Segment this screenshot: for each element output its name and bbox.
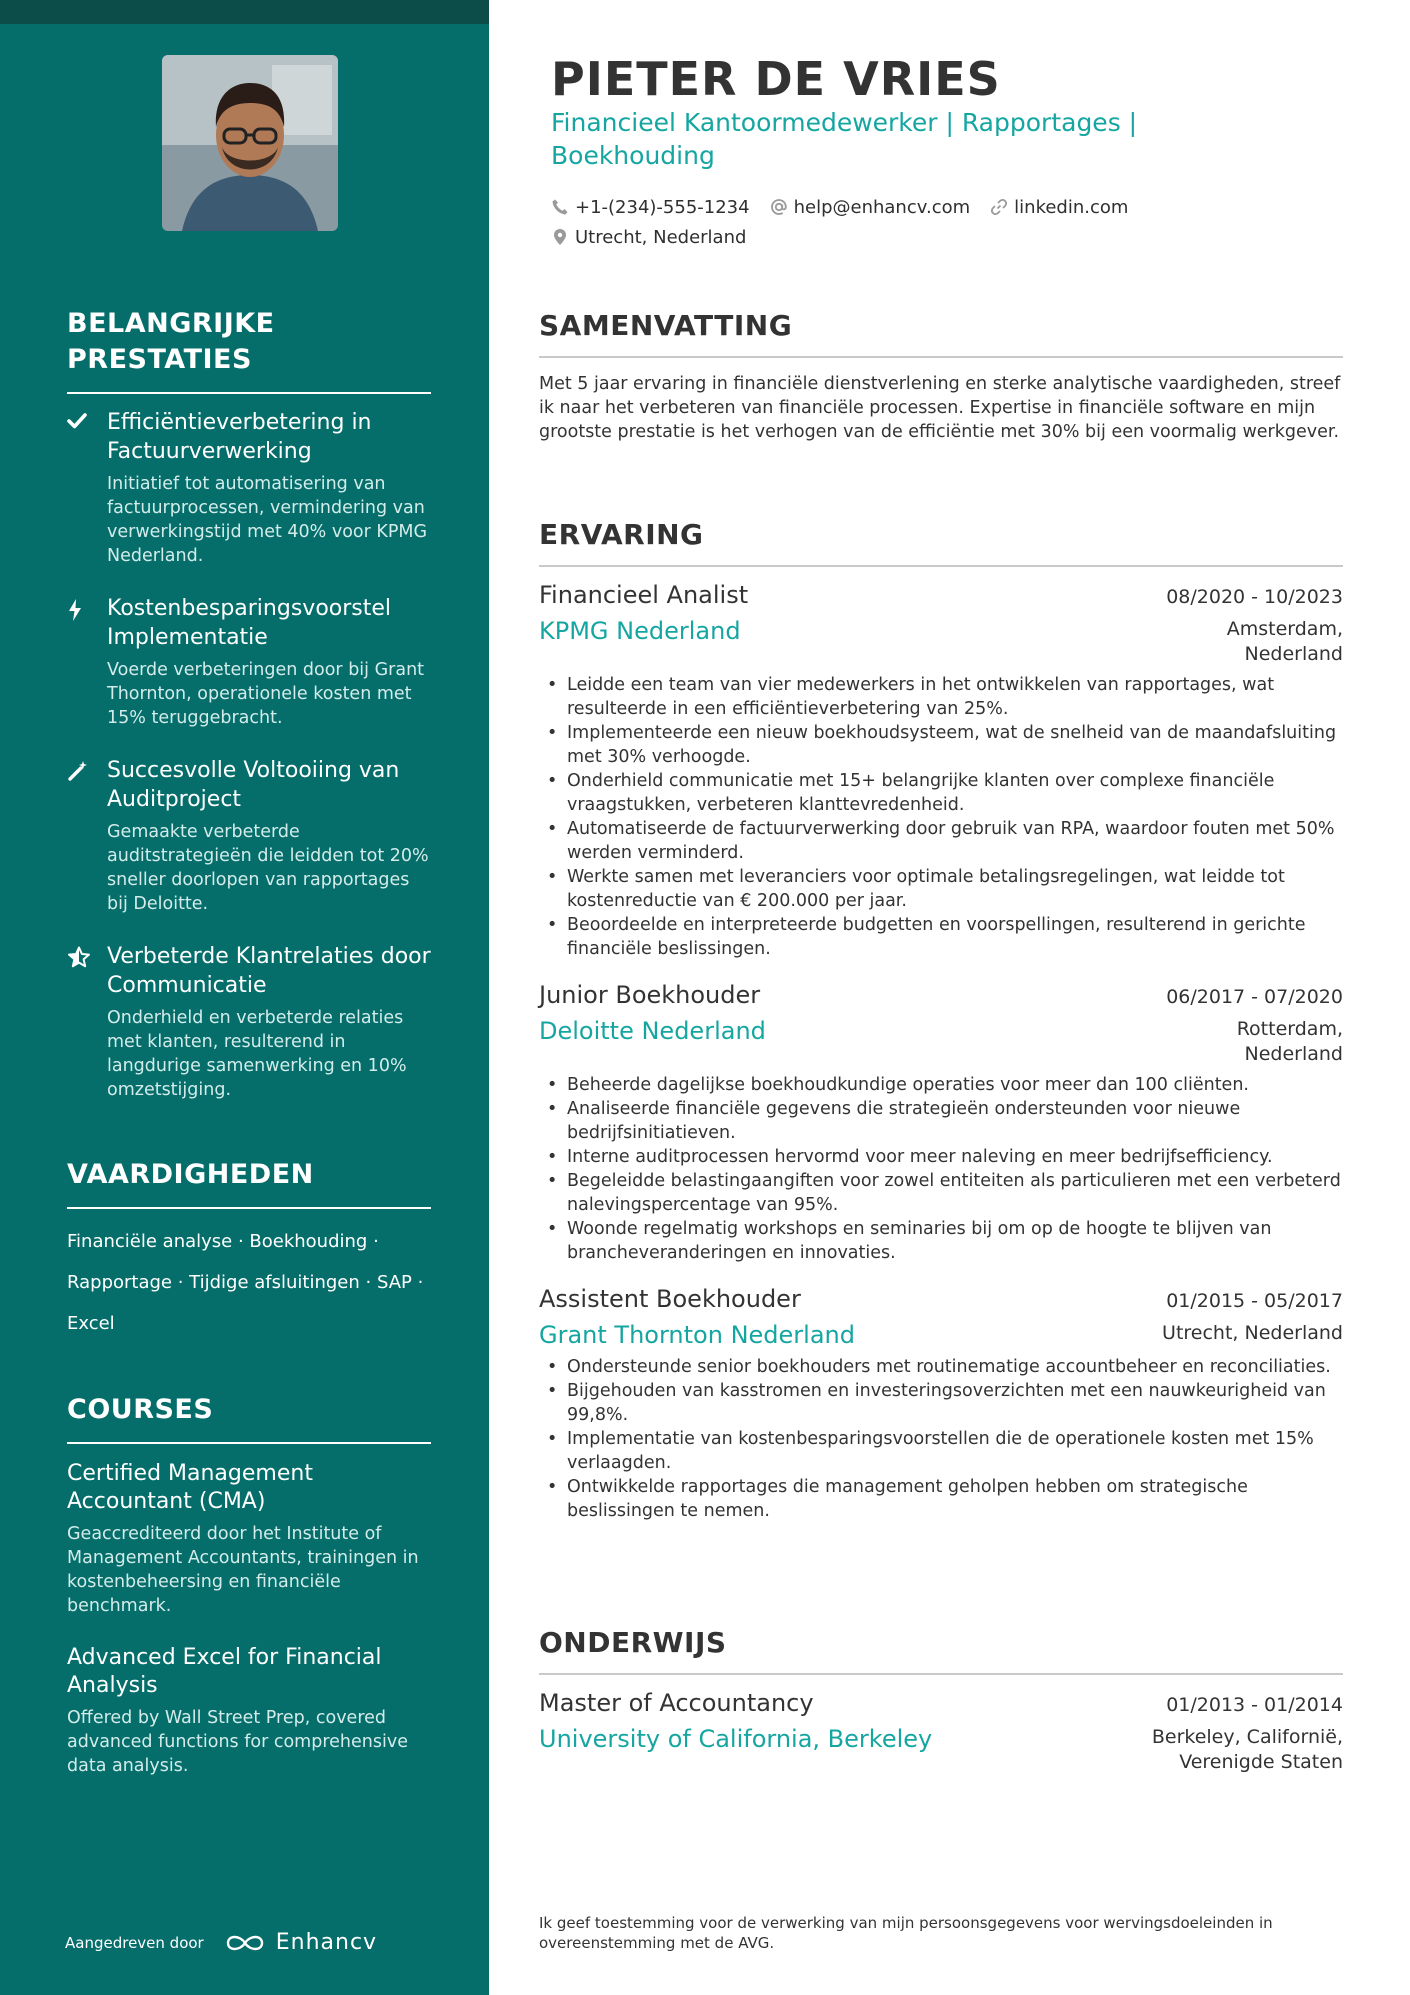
job-location-line: Nederland	[1244, 643, 1343, 665]
job-location-line: Nederland	[1244, 1043, 1343, 1065]
check-icon	[67, 408, 107, 568]
enhancv-logo-icon	[222, 1931, 268, 1955]
job-location-line: Utrecht, Nederland	[1162, 1322, 1343, 1344]
bolt-icon	[67, 594, 107, 730]
bullet-item: • Analiseerde financiële gegevens die strategieën ondersteunden voor nieuwe bedrijfsinitiatieven.	[539, 1097, 1343, 1145]
achievement-title: Verbeterde Klantrelaties door Communicatie	[107, 944, 431, 998]
job-dates: 06/2017 - 07/2020	[1166, 986, 1343, 1008]
course-item	[67, 1644, 431, 1778]
brand-logo[interactable]	[222, 1930, 377, 1955]
bullet-item: • Beoordeelde en interpreteerde budgetten en voorspellingen, resulterend in gerichte financiële beslissingen.	[539, 913, 1343, 961]
job-entry	[539, 981, 1343, 1265]
bullet-item: • Werkte samen met leveranciers voor optimale betalingsregelingen, wat leidde tot kostenreductie van € 200.000 per jaar.	[539, 865, 1343, 913]
email-text: help@enhancv.com	[793, 196, 971, 218]
bullet-item: • Woonde regelmatig workshops en seminaries bij om op de hoogte te blijven van brancheveranderingen en innovaties.	[539, 1217, 1343, 1265]
linkedin-text: linkedin.com	[1014, 196, 1129, 218]
bullet-item: • Interne auditprocessen hervormd voor meer naleving en meer bedrijfsefficiency.	[539, 1145, 1343, 1169]
job-entry	[539, 1285, 1343, 1523]
company-name: KPMG Nederland	[539, 617, 741, 645]
courses-heading: COURSES	[67, 1392, 431, 1444]
education-location	[1152, 1725, 1343, 1775]
location-pin-icon	[551, 228, 569, 246]
bullet-item: • Begeleidde belastingaangiften voor zowel entiteiten als particulieren met een verbeterd nalevingspercentage van 95%.	[539, 1169, 1343, 1217]
course-description: Geaccrediteerd door het Institute of Management Accountants, trainingen in kostenbeheersing en financiële benchmark.	[67, 1524, 419, 1616]
experience-section	[539, 517, 1343, 1523]
link-icon	[990, 198, 1008, 216]
job-title: Assistent Boekhouder	[539, 1285, 801, 1313]
company-name: Deloitte Nederland	[539, 1017, 766, 1045]
course-item	[67, 1460, 431, 1618]
school-name: University of California, Berkeley	[539, 1725, 933, 1753]
sidebar-top-bar	[0, 0, 489, 24]
education-section	[539, 1625, 1343, 1775]
achievements-heading: BELANGRIJKE PRESTATIES	[67, 306, 431, 394]
job-location	[1162, 1321, 1343, 1349]
contact-info	[551, 192, 1148, 252]
phone-text: +1-(234)-555-1234	[575, 196, 750, 218]
summary-text: Met 5 jaar ervaring in financiële dienstverlening en sterke analytische vaardigheden, streef ik naar het verbeteren van financiële processen. Expertise in financiële software en mijn grootste prestatie is het verhogen van de efficiëntie met 30% bij een voormalig werkgever.	[539, 374, 1341, 442]
skills-list	[67, 1221, 431, 1344]
magic-wand-icon	[67, 756, 107, 916]
summary-heading: SAMENVATTING	[539, 308, 1343, 358]
bullet-item: • Ondersteunde senior boekhouders met routinematige accountbeheer en reconciliaties.	[539, 1355, 1343, 1379]
bullet-item: • Implementatie van kostenbesparingsvoorstellen die de operationele kosten met 15% verlaagden.	[539, 1427, 1343, 1475]
powered-by	[65, 1930, 377, 1955]
bullet-item: • Automatiseerde de factuurverwerking door gebruik van RPA, waardoor fouten met 50% werden verminderd.	[539, 817, 1343, 865]
achievement-title: Succesvolle Voltooiing van Auditproject	[107, 758, 400, 812]
course-title: Advanced Excel for Financial Analysis	[67, 1645, 382, 1698]
phone-icon	[551, 198, 569, 216]
summary-section	[539, 308, 1343, 444]
email[interactable]	[770, 197, 971, 218]
achievement-item	[67, 408, 431, 568]
sidebar	[0, 0, 489, 1995]
job-location-line: Rotterdam,	[1236, 1018, 1343, 1040]
bullet-item: • Implementeerde een nieuw boekhoudsysteem, wat de snelheid van de maandafsluiting met 30% verhoogde.	[539, 721, 1343, 769]
headline: Financieel Kantoormedewerker | Rapportages | Boekhouding	[551, 108, 1138, 170]
powered-by-label: Aangedreven door	[65, 1933, 204, 1952]
degree: Master of Accountancy	[539, 1689, 814, 1717]
courses-section	[67, 1392, 431, 1778]
achievement-title: Efficiëntieverbetering in Factuurverwerking	[107, 410, 372, 464]
job-title: Junior Boekhouder	[539, 981, 761, 1009]
experience-heading: ERVARING	[539, 517, 1343, 567]
course-title: Certified Management Accountant (CMA)	[67, 1461, 313, 1514]
consent-note: Ik geef toestemming voor de verwerking van mijn persoonsgegevens voor wervingsdoeleinden in overeenstemming met de AVG.	[539, 1914, 1273, 1952]
achievement-description: Gemaakte verbeterde auditstrategieën die leidden tot 20% sneller doorlopen van rapportages bij Deloitte.	[107, 822, 429, 914]
bullet-item: • Leidde een team van vier medewerkers in het ontwikkelen van rapportages, wat resulteerde in een efficiëntieverbetering van 25%.	[539, 673, 1343, 721]
star-half-icon	[67, 942, 107, 1102]
skills-line: Financiële analyse · Boekhouding ·	[67, 1231, 379, 1252]
linkedin[interactable]	[990, 197, 1128, 218]
job-entry	[539, 581, 1343, 961]
achievement-item	[67, 942, 431, 1102]
job-dates: 08/2020 - 10/2023	[1166, 586, 1343, 608]
bullet-item: • Bijgehouden van kasstromen en investeringsoverzichten met een nauwkeurigheid van 99,8%.	[539, 1379, 1343, 1427]
job-location	[1227, 617, 1343, 667]
course-description: Offered by Wall Street Prep, covered advanced functions for comprehensive data analysis.	[67, 1708, 408, 1776]
achievement-description: Onderhield en verbeterde relaties met klanten, resulterend in langdurige samenwerking en 10% omzetstijging.	[107, 1008, 407, 1100]
phone[interactable]	[551, 197, 750, 218]
achievement-item	[67, 594, 431, 730]
skills-line: Excel	[67, 1313, 115, 1334]
achievements-section	[67, 306, 431, 1102]
job-bullets	[539, 1355, 1343, 1523]
location	[551, 227, 746, 248]
achievement-description: Voerde verbeteringen door bij Grant Thornton, operationele kosten met 15% teruggebracht.	[107, 660, 425, 728]
education-heading: ONDERWIJS	[539, 1625, 1343, 1675]
job-location-line: Amsterdam,	[1226, 618, 1343, 640]
bullet-item: • Onderhield communicatie met 15+ belangrijke klanten over complexe financiële vraagstukken, verbeteren klanttevredenheid.	[539, 769, 1343, 817]
candidate-name: PIETER DE VRIES	[551, 52, 1001, 106]
achievement-item	[67, 756, 431, 916]
job-bullets	[539, 1073, 1343, 1265]
job-title: Financieel Analist	[539, 581, 749, 609]
bullet-item: • Ontwikkelde rapportages die management geholpen hebben om strategische beslissingen te nemen.	[539, 1475, 1343, 1523]
education-entry	[539, 1689, 1343, 1775]
job-dates: 01/2015 - 05/2017	[1166, 1290, 1343, 1312]
brand-name: Enhancv	[275, 1930, 378, 1955]
company-name: Grant Thornton Nederland	[539, 1321, 855, 1349]
achievement-title: Kostenbesparingsvoorstel Implementatie	[107, 596, 392, 650]
avatar	[162, 55, 338, 231]
skills-line: Rapportage · Tijdige afsluitingen · SAP ·	[67, 1272, 424, 1293]
skills-section	[67, 1157, 431, 1344]
job-location	[1237, 1017, 1343, 1067]
education-dates: 01/2013 - 01/2014	[1166, 1694, 1343, 1716]
skills-heading: VAARDIGHEDEN	[67, 1157, 431, 1209]
at-icon	[770, 198, 788, 216]
bullet-item: • Beheerde dagelijkse boekhoudkundige operaties voor meer dan 100 cliënten.	[539, 1073, 1343, 1097]
education-location-line: Verenigde Staten	[1179, 1751, 1343, 1773]
achievement-description: Initiatief tot automatisering van factuurprocessen, vermindering van verwerkingstijd met 40% voor KPMG Nederland.	[107, 474, 428, 566]
job-bullets	[539, 673, 1343, 961]
education-location-line: Berkeley, Californië,	[1151, 1726, 1343, 1748]
location-text: Utrecht, Nederland	[575, 226, 747, 248]
